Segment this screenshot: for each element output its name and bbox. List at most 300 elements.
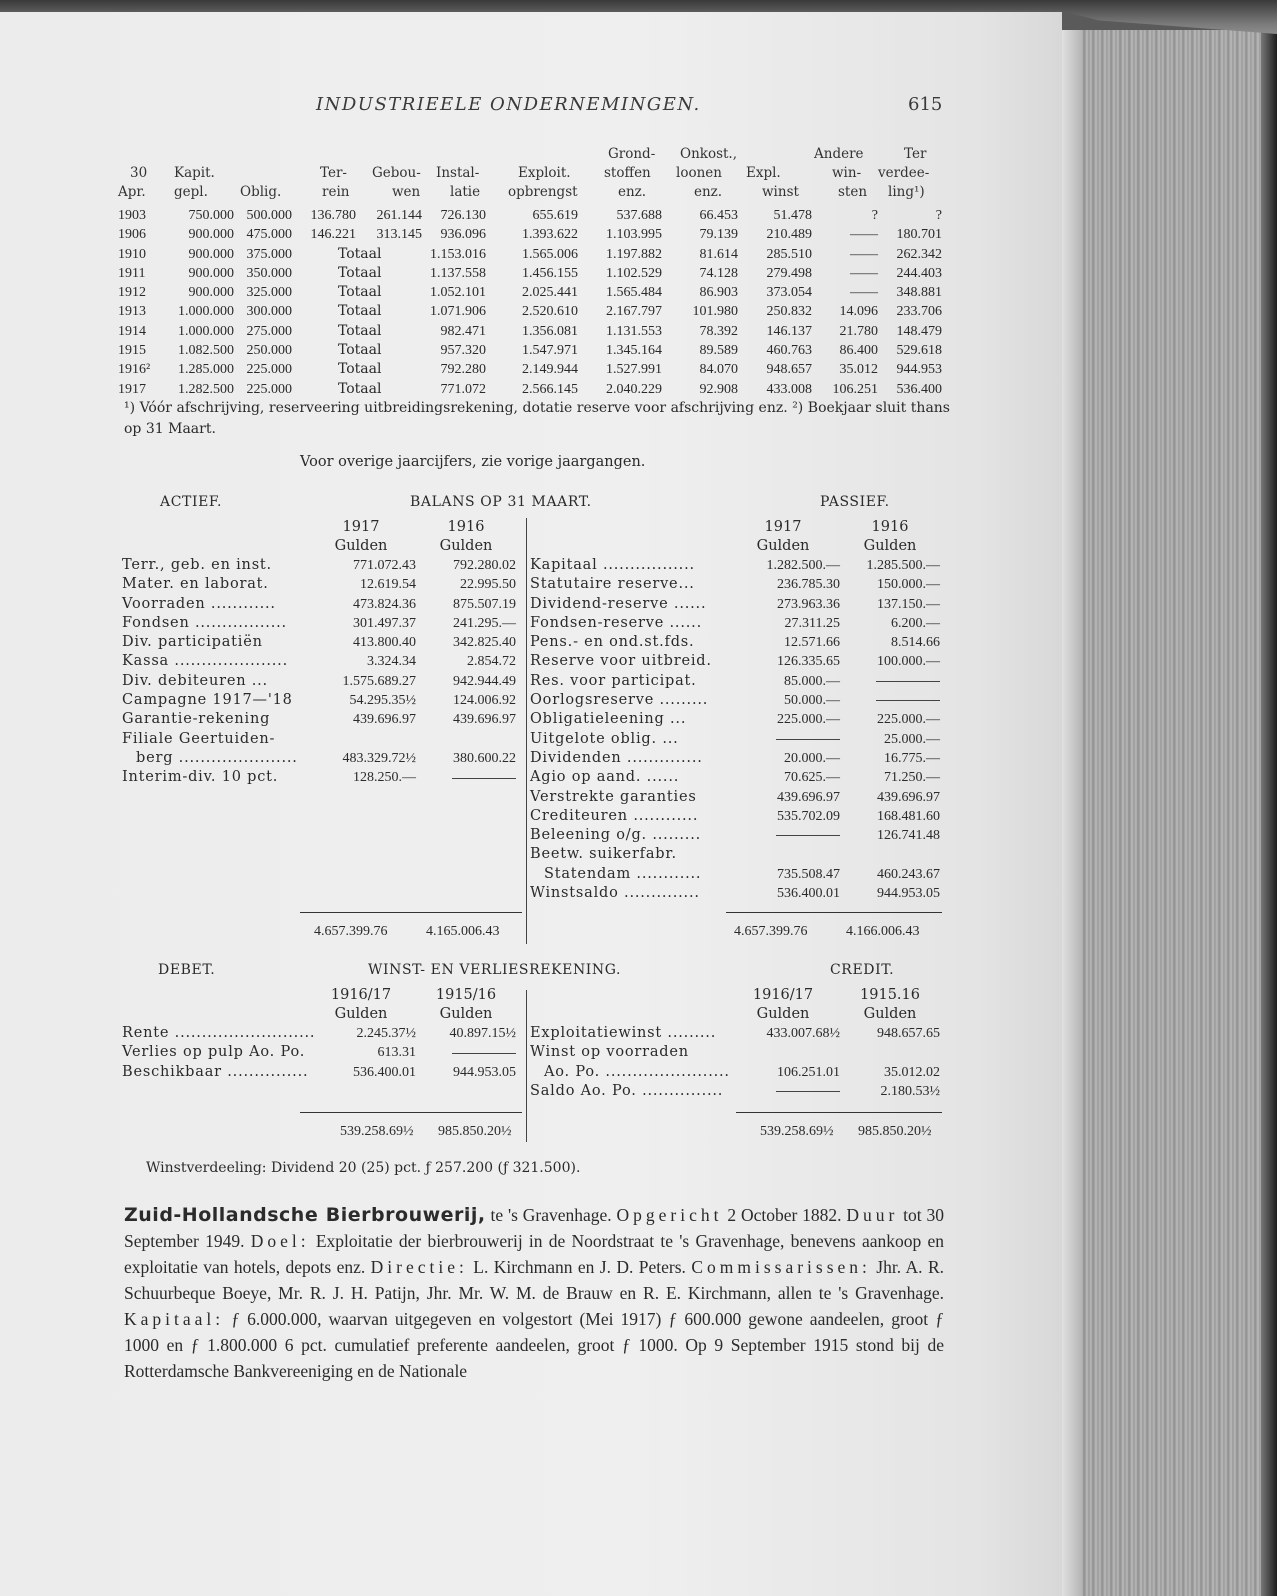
- line-label: Winstsaldo ..............: [530, 885, 700, 902]
- line-item: [530, 807, 942, 826]
- cell-expl_winst: 460.763: [766, 343, 812, 359]
- cell-totaal-label: Totaal: [338, 264, 382, 281]
- col-head: loonen: [676, 165, 722, 181]
- company-name: Zuid-Hollandsche Bierbrouwerij,: [124, 1204, 486, 1226]
- cell-exploit: 1.565.006: [522, 246, 578, 262]
- line-label: Mater. en laborat.: [122, 576, 269, 593]
- nil-dash: [452, 1053, 516, 1054]
- cell-totaal: 1.071.906: [430, 304, 486, 320]
- col-head: Onkost.,: [680, 146, 738, 162]
- col-head: wen: [392, 184, 421, 200]
- table-body: [118, 206, 948, 399]
- cell-grondstoffen: 1.345.164: [606, 343, 662, 359]
- line-item: [122, 730, 524, 749]
- line-value: 8.514.66: [891, 635, 940, 651]
- cell-expl_winst: 146.137: [766, 323, 812, 339]
- footnotes: ¹) Vóór afschrijving, reserveering uitbreidingsrekening, dotatie reserve voor afschrijving enz. ²) Boekjaar sluit thans op 31 Maart.: [124, 400, 950, 437]
- cell-oblig: 475.000: [246, 227, 292, 243]
- line-value: 150.000.—: [877, 577, 940, 593]
- line-label: Dividenden ..............: [530, 749, 703, 766]
- cell-grondstoffen: 1.197.882: [606, 246, 662, 262]
- line-value: 536.400.01: [777, 886, 840, 902]
- line-item: [530, 710, 942, 729]
- cell-installatie: 936.096: [440, 227, 486, 243]
- field-label: Opgericht: [616, 1205, 723, 1225]
- line-value: 439.696.97: [453, 712, 516, 728]
- line-value: 2.180.53½: [880, 1083, 940, 1099]
- col-head: win-: [832, 165, 862, 181]
- nil-dash: [452, 778, 516, 779]
- line-value: 433.007.68½: [766, 1026, 840, 1041]
- cell-gebouwen: 313.145: [376, 227, 422, 243]
- line-item: [530, 865, 942, 884]
- total-rule: [300, 912, 522, 913]
- col-head: Kapit.: [174, 165, 215, 181]
- cell-year: 1906: [118, 227, 146, 243]
- line-value: [726, 826, 840, 845]
- col-unit: Gulden: [334, 1006, 388, 1022]
- cell-oblig: 500.000: [246, 208, 292, 223]
- cell-exploit: 2.566.145: [522, 381, 578, 397]
- line-value: 413.800.40: [353, 635, 416, 651]
- line-value: 225.000.—: [877, 712, 940, 728]
- cell-andere: 35.012: [839, 362, 878, 378]
- col-head: gepl.: [174, 184, 208, 200]
- cell-andere: 14.096: [839, 304, 878, 320]
- cell-kapitaal: 900.000: [188, 265, 234, 281]
- running-title: INDUSTRIEELE ONDERNEMINGEN.: [316, 94, 701, 115]
- line-label: Exploitatiewinst .........: [530, 1025, 717, 1041]
- col-head: Andere: [814, 146, 864, 162]
- line-value: 241.295.—: [453, 615, 516, 631]
- line-value: 50.000.—: [784, 693, 840, 709]
- line-value: 2.245.37½: [356, 1026, 416, 1041]
- col-head: Apr.: [118, 184, 146, 200]
- line-label: Beschikbaar ...............: [122, 1063, 309, 1080]
- line-value: 535.702.09: [777, 808, 840, 824]
- line-item: [530, 845, 942, 864]
- cell-oblig: 225.000: [246, 362, 292, 378]
- col-head: Ter-: [320, 165, 347, 181]
- table-row: [118, 360, 948, 379]
- cell-year: 1913: [118, 304, 146, 320]
- cell-terrein: 146.221: [310, 227, 356, 243]
- line-label: Beetw. suikerfabr.: [530, 846, 677, 863]
- field-label: Directie:: [370, 1257, 468, 1277]
- col-year: 1916/17: [752, 987, 814, 1003]
- cell-expl_winst: 210.489: [766, 227, 812, 243]
- col-head: 30: [130, 165, 148, 181]
- cell-verdeeling: 244.403: [896, 265, 942, 281]
- col-year: 1917: [342, 519, 380, 535]
- actief-heading: ACTIEF.: [160, 494, 223, 510]
- yearly-statistics-table: [118, 146, 948, 399]
- col-head: Grond-: [608, 146, 656, 162]
- line-item: [530, 749, 942, 768]
- table-header: [118, 146, 948, 206]
- line-value: 54.295.35½: [349, 693, 416, 709]
- cell-oblig: 375.000: [246, 246, 292, 262]
- line-value: 85.000.—: [784, 673, 840, 689]
- col-head: stoffen: [604, 165, 651, 181]
- balance-title: BALANS OP 31 MAART.: [410, 494, 592, 510]
- col-head: rein: [322, 184, 350, 200]
- line-label: Kapitaal .................: [530, 557, 695, 573]
- cell-expl_winst: 948.657: [766, 362, 812, 378]
- col-year: 1917: [764, 519, 802, 535]
- company-entry: Zuid-Hollandsche Bierbrouwerij, te 's Gravenhage. Opgericht 2 October 1882. Duur tot 30 September 1949. Doel: Exploitatie der bierbrouwerij in de Noordstraat te 's Gravenhage, benevens aankoop en exploitatie van hotels, depots enz. Directie: L. Kirchmann en J. D. Peters. Commissarissen: Jhr. A. R. Schuurbeque Boeye, Mr. R. J. H. Patijn, Jhr. Mr. W. M. de Brauw en R. E. Kirchmann, allen te 's Gravenhage. Kapitaal: ƒ 6.000.000, waarvan uitgegeven en volgestort (Mei 1917) ƒ 600.000 gewone aandeelen, groot ƒ 1000 en ƒ 1.800.000 6 pct. cumulatief preferente aandeelen, groot ƒ 1000. Op 9 September 1915 stond bij de Rotterdamsche Bankvereeniging en de Nationale: [124, 1204, 945, 1381]
- line-label: Obligatieleening ...: [530, 711, 687, 728]
- cell-totaal: 1.153.016: [430, 246, 486, 262]
- cell-andere: ——: [850, 265, 878, 281]
- cell-kapitaal: 1.285.000: [178, 362, 234, 378]
- col-year: 1916/17: [330, 987, 392, 1003]
- line-value: 301.497.37: [353, 615, 416, 631]
- col-unit: Gulden: [334, 538, 388, 554]
- line-label: Terr., geb. en inst.: [122, 557, 272, 573]
- line-value: 792.280.02: [453, 558, 516, 573]
- line-item: [122, 595, 524, 614]
- field-label: Commissarissen:: [691, 1257, 871, 1277]
- line-item: [530, 826, 942, 845]
- line-label: Kassa .....................: [122, 653, 289, 670]
- cell-totaal-label: Totaal: [338, 303, 382, 320]
- col-year: 1915.16: [860, 987, 920, 1003]
- line-value: 944.953.05: [453, 1064, 516, 1080]
- cell-oblig: 350.000: [246, 265, 292, 281]
- line-label: Crediteuren ............: [530, 807, 699, 824]
- line-value: 948.657.65: [877, 1026, 940, 1041]
- col-head: Exploit.: [518, 165, 571, 181]
- cell-expl_winst: 433.008: [766, 381, 812, 397]
- cell-expl_winst: 250.832: [766, 304, 812, 320]
- cell-oblig: 325.000: [246, 285, 292, 301]
- debit-total-2: 985.850.20½: [438, 1124, 512, 1139]
- line-value: 771.072.43: [353, 558, 416, 573]
- line-label: Res. voor participat.: [530, 672, 697, 689]
- profit-distribution: Winstverdeeling: Dividend 20 (25) pct. ƒ 257.200 (ƒ 321.500).: [146, 1160, 581, 1176]
- line-value: 439.696.97: [777, 789, 840, 805]
- cell-year: 1917: [118, 381, 146, 397]
- cell-terrein: 136.780: [310, 208, 356, 223]
- cell-exploit: 2.520.610: [522, 304, 578, 320]
- cell-grondstoffen: 2.040.229: [606, 381, 662, 397]
- nil-dash: [776, 1091, 840, 1092]
- line-label: Statutaire reserve...: [530, 576, 695, 593]
- col-head: Gebou-: [372, 165, 421, 181]
- line-item: [530, 691, 942, 710]
- col-unit: Gulden: [756, 1006, 810, 1022]
- line-label: Verlies op pulp Ao. Po.: [122, 1044, 306, 1061]
- col-head: Ter: [904, 146, 927, 162]
- line-value: 342.825.40: [453, 635, 516, 651]
- cell-kapitaal: 900.000: [188, 227, 234, 243]
- cell-totaal-label: Totaal: [338, 342, 382, 359]
- cell-onkosten: 89.589: [699, 343, 738, 359]
- line-item: [122, 710, 524, 729]
- table-row: [118, 380, 948, 399]
- col-head: ling¹): [888, 184, 925, 200]
- cell-onkosten: 79.139: [699, 227, 738, 243]
- balance-divider: [526, 518, 527, 944]
- table-row: [118, 264, 948, 283]
- cell-andere: ——: [850, 246, 878, 262]
- line-label: Beleening o/g. .........: [530, 827, 702, 844]
- line-item: [530, 595, 942, 614]
- line-item: [530, 730, 942, 749]
- cell-verdeeling: 536.400: [896, 381, 942, 397]
- line-value: 20.000.—: [784, 750, 840, 766]
- cell-expl_winst: 285.510: [766, 246, 812, 262]
- line-value: 126.335.65: [777, 654, 840, 670]
- cell-totaal-label: Totaal: [338, 245, 382, 262]
- line-value: 225.000.—: [777, 712, 840, 728]
- cell-grondstoffen: 537.688: [616, 208, 662, 223]
- col-head: opbrengst: [508, 184, 578, 200]
- col-unit: Gulden: [439, 538, 493, 554]
- line-value: 236.785.30: [777, 577, 840, 593]
- line-item: [122, 652, 524, 671]
- line-label: Fondsen .................: [122, 614, 287, 631]
- line-value: 6.200.—: [891, 615, 940, 631]
- cell-exploit: 1.356.081: [522, 323, 578, 339]
- cell-year: 1903: [118, 208, 146, 223]
- cell-totaal-label: Totaal: [338, 322, 382, 339]
- line-label: Winst op voorraden: [530, 1044, 689, 1061]
- cell-onkosten: 74.128: [699, 265, 738, 281]
- cell-oblig: 275.000: [246, 323, 292, 339]
- cell-totaal: 982.471: [440, 323, 486, 339]
- line-value: 875.507.19: [453, 596, 516, 612]
- line-label: Oorlogsreserve .........: [530, 692, 709, 709]
- cell-totaal: 957.320: [440, 343, 486, 359]
- line-item: [530, 614, 942, 633]
- balance-liabilities: [530, 518, 942, 903]
- line-value: 942.944.49: [453, 673, 516, 689]
- cell-kapitaal: 1.082.500: [178, 343, 234, 359]
- line-value: 1.282.500.—: [766, 558, 840, 573]
- line-item: [122, 1024, 524, 1043]
- cell-gebouwen: 261.144: [376, 208, 422, 223]
- line-value: 40.897.15½: [449, 1026, 516, 1041]
- line-value: [726, 730, 840, 749]
- cell-totaal-label: Totaal: [338, 284, 382, 301]
- cell-kapitaal: 1.000.000: [178, 323, 234, 339]
- line-label: Div. debiteuren ...: [122, 672, 268, 689]
- line-label: Fondsen-reserve ......: [530, 614, 702, 631]
- col-head: verdee-: [878, 165, 930, 181]
- col-head: enz.: [618, 184, 647, 200]
- cell-exploit: 1.456.155: [522, 265, 578, 281]
- cell-andere: 106.251: [832, 381, 878, 397]
- credit-heading: CREDIT.: [830, 962, 895, 978]
- cell-verdeeling: 529.618: [896, 343, 942, 359]
- cell-andere: 86.400: [839, 343, 878, 359]
- pl-divider: [526, 990, 527, 1142]
- col-head: Oblig.: [240, 184, 282, 200]
- col-head: winst: [762, 184, 799, 200]
- cell-expl_winst: 51.478: [773, 208, 812, 223]
- line-label: Garantie-rekening: [122, 711, 271, 728]
- cell-expl_winst: 373.054: [766, 285, 812, 301]
- cell-verdeeling: 944.953: [896, 362, 942, 378]
- cell-oblig: 300.000: [246, 304, 292, 320]
- line-item: [530, 1063, 942, 1082]
- line-label: Voorraden ............: [122, 595, 276, 612]
- line-item: [122, 768, 524, 787]
- line-item: [122, 672, 524, 691]
- line-value: 137.150.—: [877, 596, 940, 612]
- book-page-edges: [1062, 30, 1277, 1596]
- line-item: [530, 788, 942, 807]
- pl-debit: [122, 986, 524, 1082]
- cell-kapitaal: 750.000: [188, 208, 234, 223]
- line-value: [416, 768, 516, 787]
- line-value: 27.311.25: [784, 615, 840, 631]
- line-label: Rente ..........................: [122, 1025, 316, 1041]
- line-label: Ao. Po. .......................: [544, 1063, 730, 1080]
- line-item: [530, 884, 942, 903]
- line-label: Statendam ............: [544, 865, 702, 882]
- nil-dash: [876, 681, 940, 682]
- line-label: Interim-div. 10 pct.: [122, 769, 279, 786]
- cell-totaal: 771.072: [440, 381, 486, 397]
- pl-title: WINST- EN VERLIESREKENING.: [368, 962, 622, 978]
- line-item: [530, 672, 942, 691]
- cell-grondstoffen: 1.102.529: [606, 265, 662, 281]
- field-label: Kapitaal:: [124, 1309, 225, 1329]
- cell-onkosten: 81.614: [699, 246, 738, 262]
- line-item: [530, 1024, 942, 1043]
- line-label: Verstrekte garanties: [530, 788, 697, 805]
- cell-expl_winst: 279.498: [766, 265, 812, 281]
- table-row: [118, 322, 948, 341]
- credit-total-2: 985.850.20½: [858, 1124, 932, 1139]
- line-value: 126.741.48: [877, 828, 940, 844]
- assets-total-1917: 4.657.399.76: [314, 924, 388, 939]
- liabilities-total-1916: 4.166.006.43: [846, 924, 920, 939]
- cell-year: 1910: [118, 246, 146, 262]
- cell-grondstoffen: 1.565.484: [606, 285, 662, 301]
- col-year: 1915/16: [435, 987, 497, 1003]
- cell-kapitaal: 900.000: [188, 246, 234, 262]
- line-label: Saldo Ao. Po. ...............: [530, 1082, 724, 1099]
- col-year: 1916: [447, 519, 485, 535]
- line-value: 71.250.—: [884, 770, 940, 786]
- table-row: [118, 225, 948, 244]
- line-value: 2.854.72: [467, 654, 516, 670]
- table-row: [118, 341, 948, 360]
- line-value: 735.508.47: [777, 866, 840, 882]
- col-unit: Gulden: [439, 1006, 493, 1022]
- table-row: [118, 283, 948, 302]
- col-unit: Gulden: [863, 538, 917, 554]
- nil-dash: [776, 835, 840, 836]
- line-label: Uitgelote oblig. ...: [530, 730, 679, 747]
- cell-verdeeling: 148.479: [896, 323, 942, 339]
- col-year: 1916: [871, 519, 909, 535]
- col-head: latie: [450, 184, 481, 200]
- cell-exploit: 655.619: [532, 208, 578, 223]
- passief-heading: PASSIEF.: [820, 494, 890, 510]
- line-label: Div. participatiën: [122, 634, 263, 651]
- cell-year: 1916²: [118, 362, 151, 378]
- line-value: 536.400.01: [353, 1064, 416, 1080]
- balance-assets: [122, 518, 524, 788]
- line-value: 3.324.34: [367, 654, 416, 670]
- line-item: [122, 633, 524, 652]
- table-row: [118, 302, 948, 321]
- line-item: [530, 575, 942, 594]
- cell-onkosten: 101.980: [692, 304, 738, 320]
- line-value: 100.000.—: [877, 654, 940, 670]
- line-value: 22.995.50: [460, 577, 516, 593]
- credit-total-1: 539.258.69½: [760, 1124, 834, 1139]
- line-item: [530, 768, 942, 787]
- line-value: 473.824.36: [353, 596, 416, 612]
- total-rule: [736, 1112, 942, 1113]
- line-value: 128.250.—: [353, 770, 416, 786]
- line-item: [530, 1082, 942, 1101]
- cell-grondstoffen: 1.103.995: [606, 227, 662, 243]
- line-label: Pens.- en ond.st.fds.: [530, 634, 695, 651]
- col-head: enz.: [694, 184, 723, 200]
- line-item: [122, 749, 524, 768]
- cell-onkosten: 78.392: [699, 323, 738, 339]
- cell-onkosten: 92.908: [699, 381, 738, 397]
- line-item: [122, 691, 524, 710]
- line-value: 1.285.500.—: [866, 558, 940, 573]
- cell-year: 1915: [118, 343, 146, 359]
- line-value: 944.953.05: [877, 886, 940, 902]
- cell-verdeeling: 180.701: [896, 227, 942, 243]
- cell-oblig: 225.000: [246, 381, 292, 397]
- line-value: 16.775.—: [884, 750, 940, 766]
- field-label: Duur: [846, 1205, 899, 1225]
- cell-verdeeling: ?: [935, 208, 942, 223]
- cell-andere: ——: [850, 227, 878, 243]
- cell-year: 1912: [118, 285, 146, 301]
- line-item: [122, 556, 524, 575]
- line-item: [530, 652, 942, 671]
- cell-andere: 21.780: [839, 323, 878, 339]
- pl-credit: [530, 986, 942, 1101]
- cell-andere: ——: [850, 285, 878, 301]
- line-item: [530, 633, 942, 652]
- table-row: [118, 245, 948, 264]
- line-label: Dividend-reserve ......: [530, 595, 707, 612]
- line-value: [840, 691, 940, 710]
- cell-verdeeling: 233.706: [896, 304, 942, 320]
- line-label: berg ......................: [136, 749, 298, 766]
- field-label: Doel:: [250, 1231, 310, 1251]
- line-item: [530, 1043, 942, 1062]
- line-value: 70.625.—: [784, 770, 840, 786]
- line-value: 613.31: [377, 1045, 416, 1061]
- line-value: 12.571.66: [784, 635, 840, 651]
- line-item: [122, 614, 524, 633]
- cell-onkosten: 86.903: [699, 285, 738, 301]
- line-item: [122, 1063, 524, 1082]
- line-value: [726, 1082, 840, 1101]
- line-value: 273.963.36: [777, 596, 840, 612]
- col-head: sten: [838, 184, 868, 200]
- line-value: 439.696.97: [877, 789, 940, 805]
- cell-installatie: 726.130: [440, 208, 486, 223]
- cell-totaal-label: Totaal: [338, 361, 382, 378]
- liabilities-total-1917: 4.657.399.76: [734, 924, 808, 939]
- line-item: [530, 556, 942, 575]
